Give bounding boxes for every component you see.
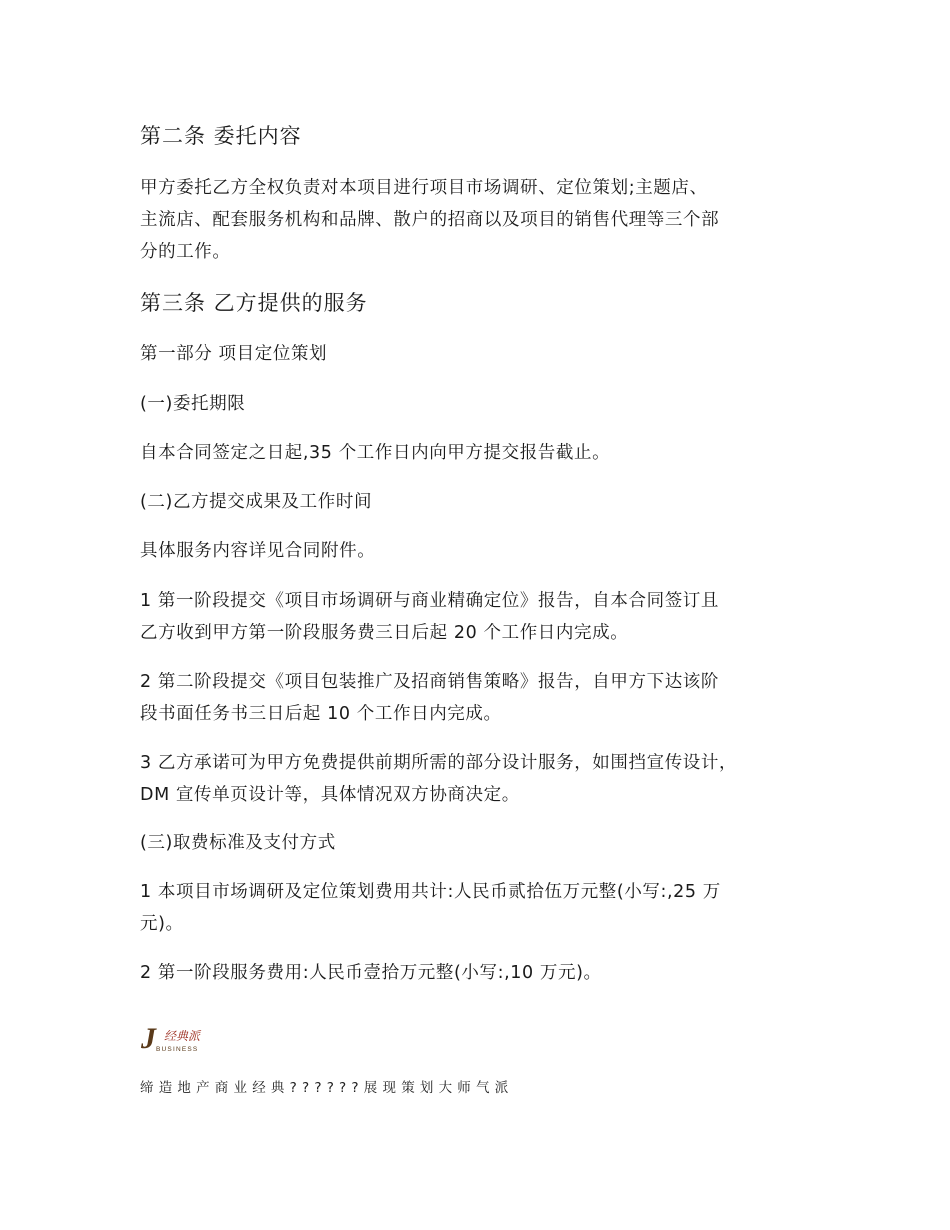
company-logo [140, 1020, 220, 1056]
text-line: 元)。 [140, 914, 184, 934]
text-line: 甲方委托乙方全权负责对本项目进行项目市场调研、定位策划;主题店、 [140, 178, 708, 198]
section-1-title: (一)委托期限 [140, 394, 246, 414]
section-2-title: (二)乙方提交成果及工作时间 [140, 492, 373, 512]
text-line: 乙方收到甲方第一阶段服务费三日后起 20 个工作日内完成。 [140, 623, 629, 643]
section-2-item-3 [140, 747, 840, 811]
section-3-item-2: 2 第一阶段服务费用:人民币壹拾万元整(小写:,10 万元)。 [140, 963, 602, 983]
article-2-heading: 第二条 委托内容 [140, 124, 302, 148]
text-line: 分的工作。 [140, 242, 231, 262]
section-2-intro: 具体服务内容详见合同附件。 [140, 541, 376, 561]
part-1-title: 第一部分 项目定位策划 [140, 344, 328, 364]
text-line: 1 本项目市场调研及定位策划费用共计:人民币贰拾伍万元整(小写:,25 万 [140, 882, 721, 902]
article-2-body [140, 172, 840, 268]
footer-slogan: 缔造地产商业经典??????展现策划大师气派 [140, 1080, 514, 1096]
section-2-item-2 [140, 666, 840, 730]
text-line: 2 第二阶段提交《项目包装推广及招商销售策略》报告，自甲方下达该阶 [140, 672, 719, 692]
text-line: 段书面任务书三日后起 10 个工作日内完成。 [140, 704, 502, 724]
logo-sub: BUSINESS [156, 1046, 199, 1053]
section-1-text: 自本合同签定之日起,35 个工作日内向甲方提交报告截止。 [140, 443, 611, 463]
section-2-item-1 [140, 585, 840, 649]
text-line: DM 宣传单页设计等，具体情况双方协商决定。 [140, 785, 520, 805]
article-3-heading: 第三条 乙方提供的服务 [140, 291, 368, 315]
text-line: 1 第一阶段提交《项目市场调研与商业精确定位》报告，自本合同签订且 [140, 591, 719, 611]
logo-letter: J [141, 1022, 156, 1055]
text-line: 3 乙方承诺可为甲方免费提供前期所需的部分设计服务，如围挡宣传设计， [140, 753, 738, 773]
logo-chinese: 经典派 [164, 1029, 201, 1043]
text-line: 主流店、配套服务机构和品牌、散户的招商以及项目的销售代理等三个部 [140, 210, 720, 230]
section-3-title: (三)取费标准及支付方式 [140, 833, 336, 853]
section-3-item-1 [140, 876, 840, 940]
